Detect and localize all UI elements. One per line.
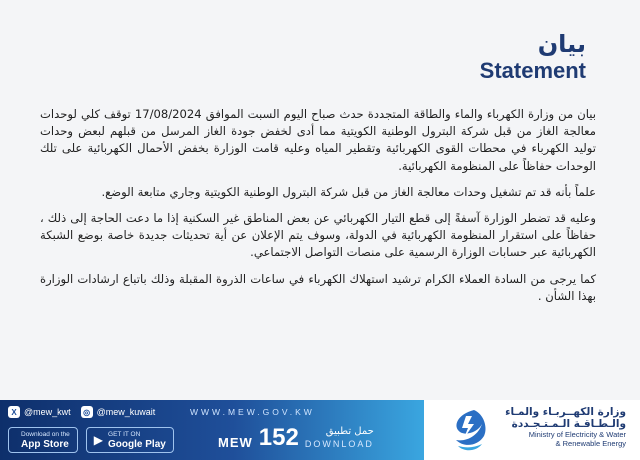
google-play-small: GET IT ON [108,431,141,438]
download-arabic: حمل تطبيق [325,426,374,437]
website-link[interactable]: WWW.MEW.GOV.KW [190,407,315,417]
google-play-label: Google Play [108,439,166,450]
ministry-logo-block [440,404,630,456]
x-icon: X [8,406,20,418]
statement-body [40,106,596,314]
ministry-name-en-1: Ministry of Electricity & Water [528,430,626,439]
instagram-handle: @mew_kuwait [96,407,156,417]
ministry-name-ar-1: وزارة الكهــربـاء والمـاء [505,406,626,418]
mew152-app[interactable] [218,424,374,452]
app-stores [8,427,174,453]
mew-number: 152 [258,424,299,451]
ministry-logo-icon [444,406,488,454]
statement-header [480,30,586,84]
google-play-icon: ▶ [93,433,104,447]
app-store-small: Download on the [21,431,70,438]
download-english: DOWNLOAD [304,439,374,449]
ministry-name-ar-2: والـطـاقـة الـمـتـجـددة [511,418,626,430]
social-x[interactable] [8,406,71,418]
social-links [8,406,155,418]
title-arabic: بيان [537,30,586,58]
google-play-badge[interactable] [86,427,174,453]
paragraph-4: كما يرجى من السادة العملاء الكرام ترشيد استهلاك الكهرباء في ساعات الذروة المقبلة وذلك باتباع ارشادات الوزارة بهذا الشأن . [40,271,596,303]
paragraph-1: بيان من وزارة الكهرباء والماء والطاقة المتجددة حدث صباح اليوم السبت الموافق 17/08/2024 توقف كلي لوحدات معالجة الغاز من قبل شركة البترول الوطنية الكويتية مما أدى لخفض جودة الغاز المرسل من قبلهم لبعض وحدات توليد الكهرباء في محطات القوى الكهربائية وتقطير المياه وعليه قامت الوزارة بخفض الأحمال الكهربائية على تلك الوحدات حفاظاً على المنظومة الكهربائية. [40,107,596,173]
social-instagram[interactable] [81,406,156,418]
paragraph-3: وعليه قد تضطر الوزارة آسفةً إلى قطع التيار الكهربائي عن بعض المناطق غير السكنية إذا ما دعت الحاجة إلى ذلك ، حفاظاً على استقرار المنظومة الكهربائية في الدولة، وسوف يتم الإعلان عن أية تحديثات جديدة خاصة بوضع الشبكة الكهربائية عبر حسابات الوزارة الرسمية على منصات التواصل الاجتماعي. [40,211,596,260]
paragraph-2: علماً بأنه قد تم تشغيل وحدات معالجة الغاز من قبل شركة البترول الوطنية الكويتية وجاري متابعة الوضع. [101,184,596,199]
app-store-label: App Store [21,439,69,450]
ministry-name-en-2: & Renewable Energy [555,439,626,448]
title-english: Statement [479,58,586,83]
instagram-icon: ◎ [81,406,93,418]
mew-prefix: MEW [218,434,253,450]
x-handle: @mew_kwt [24,407,71,417]
app-store-badge[interactable] [8,427,78,453]
